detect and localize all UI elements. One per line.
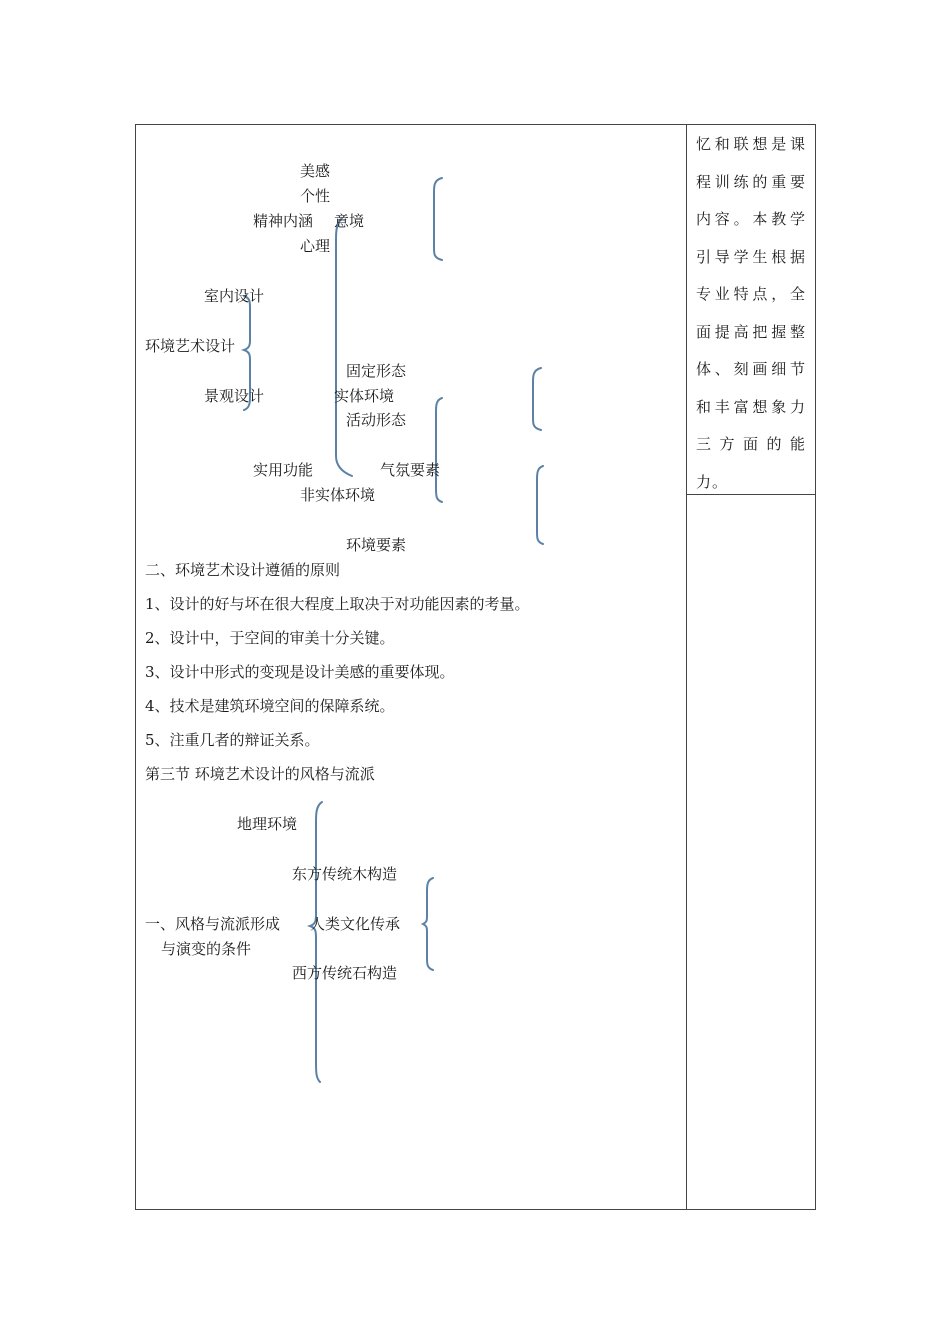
label-active-form: 活动形态 <box>346 411 407 429</box>
label-env-elements: 环境要素 <box>346 536 407 554</box>
label-spiritual: 精神内涵 <box>253 212 314 230</box>
principle-item: 4、技术是建筑环境空间的保障系统。 <box>145 697 395 715</box>
label-physical-env: 实体环境 <box>334 387 395 405</box>
label-nonphysical-env: 非实体环境 <box>300 486 376 504</box>
label-env-art: 环境艺术设计 <box>145 337 236 355</box>
bracket-style <box>310 802 322 1082</box>
label-geo-env: 地理环境 <box>237 815 298 833</box>
label-practical: 实用功能 <box>253 461 314 479</box>
bracket-main <box>336 218 352 476</box>
principles-heading: 二、环境艺术设计遵循的原则 <box>145 561 341 579</box>
bracket-culture <box>423 878 433 970</box>
label-eastern-wood: 东方传统木构造 <box>292 865 398 883</box>
label-style-line1: 一、风格与流派形成 <box>145 915 281 933</box>
label-psychology: 心理 <box>300 237 331 255</box>
principle-item: 5、注重几者的辩证关系。 <box>145 731 320 749</box>
principle-item: 1、设计的好与坏在很大程度上取决于对功能因素的考量。 <box>145 595 530 613</box>
label-aesthetic: 美感 <box>300 162 331 180</box>
label-artistic-mood: 意境 <box>334 212 365 230</box>
label-interior: 室内设计 <box>204 287 265 305</box>
sidebar-note: 忆和联想是课程训练的重要内容。本教学引导学生根据专业特点，全面提高把握整体、刻画细节和丰富想象力三方面的能力。 <box>696 135 806 491</box>
label-human-culture: 人类文化传承 <box>310 915 401 933</box>
label-individuality: 个性 <box>300 187 331 205</box>
principle-item: 2、设计中，于空间的审美十分关键。 <box>145 629 395 647</box>
section3-heading: 第三节 环境艺术设计的风格与流派 <box>145 765 375 783</box>
label-western-stone: 西方传统石构造 <box>292 964 398 982</box>
label-atmosphere: 气氛要素 <box>380 461 441 479</box>
bracket-spiritual <box>434 178 442 260</box>
label-style-line2: 与演变的条件 <box>161 940 252 958</box>
label-fixed-form: 固定形态 <box>346 362 407 380</box>
bracket-physical <box>533 368 541 430</box>
bracket-env-elements <box>537 466 543 544</box>
bracket-nonphysical <box>436 398 442 502</box>
label-landscape: 景观设计 <box>204 387 265 405</box>
principle-item: 3、设计中形式的变现是设计美感的重要体现。 <box>145 663 455 681</box>
